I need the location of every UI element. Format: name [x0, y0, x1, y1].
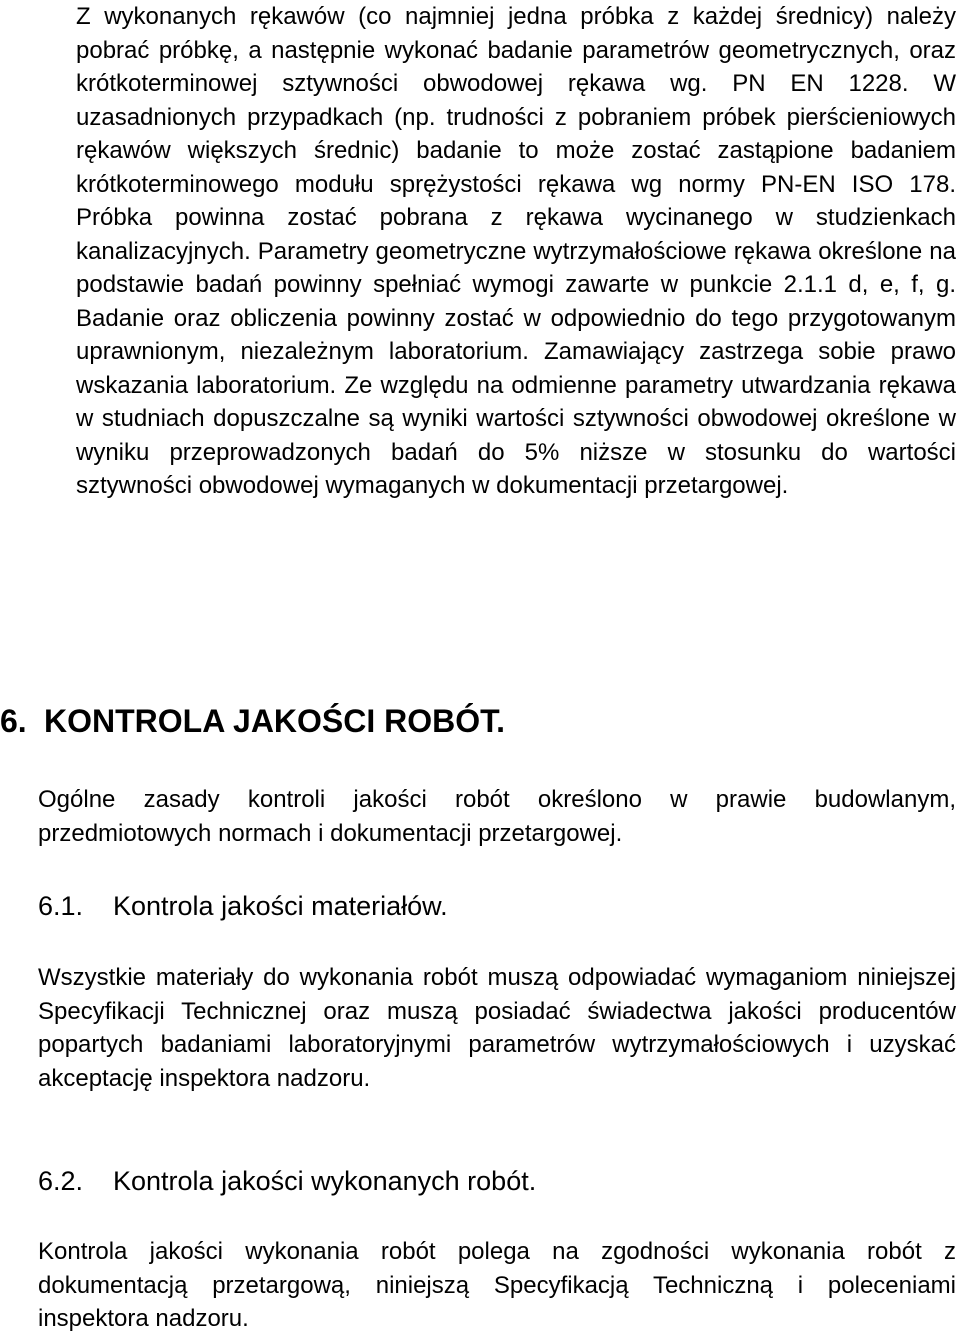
section-6-title: KONTROLA JAKOŚCI ROBÓT. — [44, 703, 506, 739]
section-6-paragraph: Ogólne zasady kontroli jakości robót określono w prawie budowlanym, przedmiotowych normach i dokumentacji przetargowej. — [38, 786, 956, 847]
section-6-heading — [0, 697, 505, 745]
section-6-2-paragraph: Kontrola jakości wykonania robót polega na zgodności wykonania robót z dokumentacją przetargową, niniejszą Specyfikacją Techniczną i poleceniami inspektora nadzoru. — [38, 1238, 956, 1332]
intro-paragraph: Z wykonanych rękawów (co najmniej jedna próbka z każdej średnicy) należy pobrać próbkę, a następnie wykonać badanie parametrów geometrycznych, oraz krótkoterminowej sztywności obwodowej rękawa wg. PN EN 1228. W uzasadnionych przypadkach (np. trudności z pobraniem próbek pierścieniowych rękawów większych średnic) badanie to może zostać zastąpione badaniem krótkoterminowego modułu sprężystości rękawa wg normy PN-EN ISO 178. Próbka powinna zostać pobrana z rękawa wycinanego w studzienkach kanalizacyjnych. Parametry geometryczne wytrzymałościowe rękawa określone na podstawie badań powinny spełniać wymogi zawarte w punkcie 2.1.1 d, e, f, g. Badanie oraz obliczenia powinny zostać w odpowiednio do tego przygotowanym uprawnionym, niezależnym laboratorium. Zamawiający zastrzega sobie prawo wskazania laboratorium. Ze względu na odmienne parametry utwardzania rękawa w studniach dopuszczalne są wyniki wartości sztywności obwodowej określone w wyniku przeprowadzonych badań do 5% niższe w stosunku do wartości sztywności obwodowej wymaganych w dokumentacji przetargowej. — [76, 3, 956, 499]
section-6-number: 6. — [0, 703, 27, 739]
section-6-2-title: Kontrola jakości wykonanych robót. — [113, 1166, 537, 1196]
section-6-2-number: 6.2. — [38, 1166, 84, 1196]
section-6-1-title: Kontrola jakości materiałów. — [113, 891, 448, 921]
section-6-1-paragraph: Wszystkie materiały do wykonania robót muszą odpowiadać wymaganiom niniejszej Specyfikacji Technicznej oraz muszą posiadać świadectwa jakości producentów popartych badaniami laboratoryjnymi parametrów wytrzymałościowych i uzyskać akceptację inspektora nadzoru. — [38, 964, 956, 1092]
section-6-1-heading — [38, 886, 448, 926]
section-6-1-number: 6.1. — [38, 891, 84, 921]
section-6-2-heading — [38, 1161, 536, 1201]
